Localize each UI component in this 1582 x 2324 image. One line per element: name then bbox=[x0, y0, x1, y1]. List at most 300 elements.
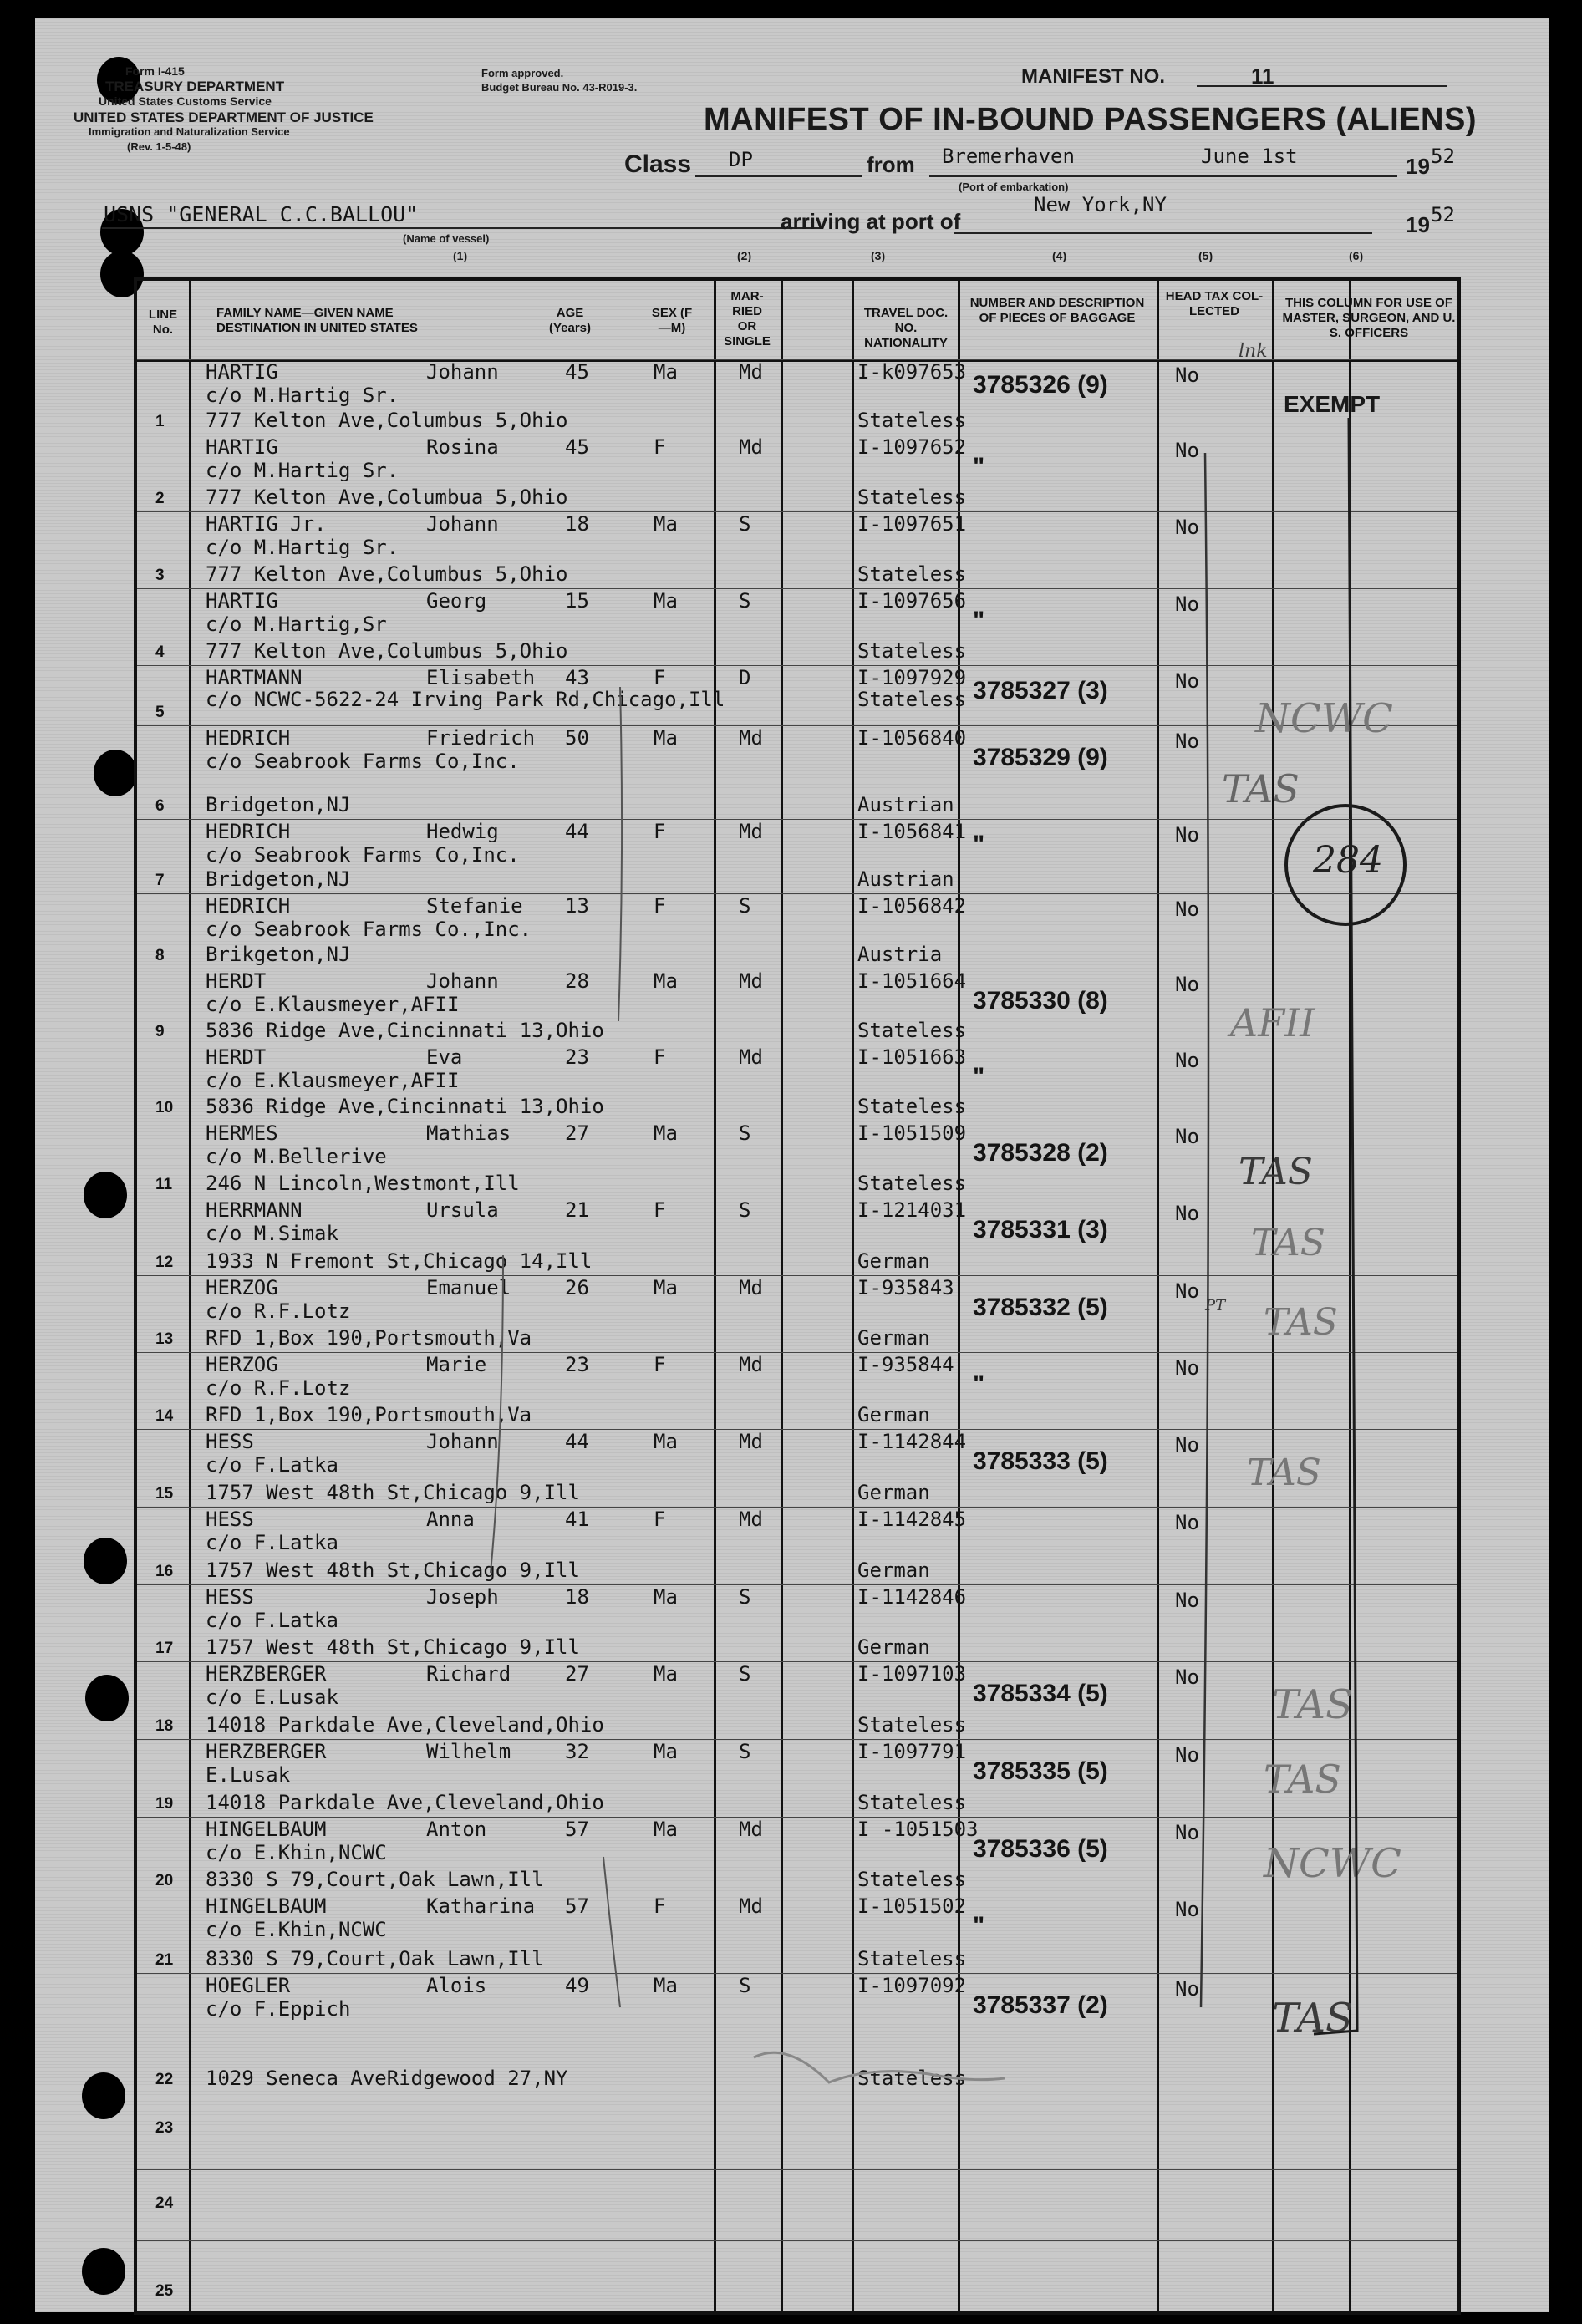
destination-address: 777 Kelton Ave,Columbus 5,Ohio bbox=[206, 409, 568, 432]
family-name: HARTMANN bbox=[206, 666, 303, 689]
baggage-description: " bbox=[973, 1912, 985, 1940]
travel-doc-number: I-935844 bbox=[857, 1353, 954, 1376]
family-name: HERZBERGER bbox=[206, 1662, 327, 1686]
travel-doc-number: I-1214031 bbox=[857, 1198, 967, 1222]
travel-doc-number: I-1097092 bbox=[857, 1974, 967, 1997]
given-name: Wilhelm bbox=[426, 1740, 511, 1763]
given-name: Ursula bbox=[426, 1198, 499, 1222]
sex: F bbox=[654, 1508, 666, 1531]
sex: F bbox=[654, 1353, 666, 1376]
head-tax-collected: No bbox=[1175, 1279, 1199, 1303]
age: 23 bbox=[565, 1045, 589, 1069]
family-name: HOEGLER bbox=[206, 1974, 291, 1997]
marital-status: Md bbox=[739, 1894, 763, 1918]
baggage-description: " bbox=[973, 607, 985, 634]
line-number: 3 bbox=[155, 567, 165, 584]
line-number: 7 bbox=[155, 872, 165, 889]
care-of-address: c/o R.F.Lotz bbox=[206, 1299, 351, 1323]
marital-status: Md bbox=[739, 820, 763, 843]
col-name: FAMILY NAME—GIVEN NAME DESTINATION IN UNITED STATES bbox=[216, 306, 418, 335]
exempt-stamp: EXEMPT bbox=[1284, 391, 1381, 417]
destination-address: 777 Kelton Ave,Columbus 5,Ohio bbox=[206, 639, 568, 663]
vessel-caption: (Name of vessel) bbox=[403, 232, 490, 245]
nationality: German bbox=[857, 1481, 930, 1504]
arriving-label: arriving at port of bbox=[781, 209, 961, 234]
given-name: Marie bbox=[426, 1353, 487, 1376]
age: 57 bbox=[565, 1818, 589, 1841]
port-of-embarkation-caption: (Port of embarkation) bbox=[959, 181, 1069, 193]
care-of-address: c/o Seabrook Farms Co,Inc. bbox=[206, 843, 520, 867]
sex: Ma bbox=[654, 360, 678, 384]
given-name: Hedwig bbox=[426, 820, 499, 843]
head-tax-collected: No bbox=[1175, 1125, 1199, 1148]
care-of-address: c/o R.F.Lotz bbox=[206, 1376, 351, 1400]
destination-address: Bridgeton,NJ bbox=[206, 793, 351, 816]
sex: Ma bbox=[654, 1818, 678, 1841]
nationality: Stateless bbox=[857, 2067, 967, 2090]
from-value: Bremerhaven bbox=[942, 145, 1075, 168]
head-tax-collected: No bbox=[1175, 1977, 1199, 2001]
age: 13 bbox=[565, 894, 589, 918]
sex: Ma bbox=[654, 726, 678, 750]
destination-address: 5836 Ridge Ave,Cincinnati 13,Ohio bbox=[206, 1095, 604, 1118]
annotation-tas: TAS bbox=[1272, 1995, 1353, 2042]
sex: Ma bbox=[654, 1585, 678, 1609]
family-name: HARTIG bbox=[206, 589, 278, 613]
annotation-afii: AFII bbox=[1230, 1000, 1315, 1045]
marital-status: S bbox=[739, 1585, 751, 1609]
travel-doc-number: I-1097103 bbox=[857, 1662, 967, 1686]
family-name: HINGELBAUM bbox=[206, 1818, 327, 1841]
travel-doc-number: I-1142846 bbox=[857, 1585, 967, 1609]
manifest-no-value: 11 bbox=[1251, 64, 1274, 89]
travel-doc-number: I-1097651 bbox=[857, 512, 967, 536]
age: 18 bbox=[565, 512, 589, 536]
baggage-description: 3785337 (2) bbox=[973, 1991, 1108, 2019]
family-name: HINGELBAUM bbox=[206, 1894, 327, 1918]
year-label-1: 19 bbox=[1406, 154, 1430, 179]
annotation-tas: TAS bbox=[1247, 1452, 1321, 1494]
care-of-address: c/o NCWC-5622-24 Irving Park Rd,Chicago,Ill bbox=[206, 688, 725, 711]
head-tax-collected: No bbox=[1175, 1743, 1199, 1767]
line-number: 17 bbox=[155, 1640, 174, 1657]
head-tax-collected: No bbox=[1175, 1202, 1199, 1225]
nationality: Stateless bbox=[857, 562, 967, 586]
line-number: 6 bbox=[155, 797, 165, 815]
line-number: 5 bbox=[155, 704, 165, 721]
line-number: 11 bbox=[155, 1176, 173, 1193]
age: 28 bbox=[565, 969, 589, 993]
sex: Ma bbox=[654, 1276, 678, 1299]
annotation-pt: PT bbox=[1205, 1297, 1226, 1315]
destination-address: RFD 1,Box 190,Portsmouth,Va bbox=[206, 1326, 532, 1350]
baggage-description: 3785332 (5) bbox=[973, 1294, 1108, 1321]
family-name: HERDT bbox=[206, 1045, 267, 1069]
head-tax-collected: No bbox=[1175, 1821, 1199, 1844]
nationality: Stateless bbox=[857, 1095, 967, 1118]
nationality: Stateless bbox=[857, 639, 967, 663]
form-number: Form I-415 bbox=[125, 64, 185, 78]
col-sex: SEX (F—M) bbox=[651, 306, 693, 335]
baggage-description: 3785331 (3) bbox=[973, 1216, 1108, 1243]
nationality: German bbox=[857, 1559, 930, 1582]
col-baggage: NUMBER AND DESCRIPTION OF PIECES OF BAGGAGE bbox=[969, 296, 1145, 325]
nationality: German bbox=[857, 1635, 930, 1659]
head-tax-collected: No bbox=[1175, 1511, 1199, 1534]
head-tax-collected: No bbox=[1175, 364, 1199, 387]
marital-status: Md bbox=[739, 435, 763, 459]
budget-bureau-number: Budget Bureau No. 43-R019-3. bbox=[481, 81, 638, 94]
nationality: Stateless bbox=[857, 1172, 967, 1195]
travel-doc-number: I-1051664 bbox=[857, 969, 967, 993]
arriving-value: New York,NY bbox=[1034, 193, 1167, 216]
column-number: (1) bbox=[453, 249, 468, 262]
age: 27 bbox=[565, 1121, 589, 1145]
care-of-address: c/o F.Eppich bbox=[206, 1997, 351, 2021]
head-tax-collected: No bbox=[1175, 669, 1199, 693]
baggage-description: 3785330 (8) bbox=[973, 987, 1108, 1015]
baggage-description: " bbox=[973, 831, 985, 858]
travel-doc-number: I-1142845 bbox=[857, 1508, 967, 1531]
given-name: Alois bbox=[426, 1974, 487, 1997]
baggage-description: 3785333 (5) bbox=[973, 1447, 1108, 1475]
destination-address: 1757 West 48th St,Chicago 9,Ill bbox=[206, 1559, 580, 1582]
marital-status: Md bbox=[739, 1045, 763, 1069]
age: 45 bbox=[565, 360, 589, 384]
nationality: Stateless bbox=[857, 486, 967, 509]
given-name: Johann bbox=[426, 360, 499, 384]
marital-status: S bbox=[739, 1662, 751, 1686]
travel-doc-number: I-k097653 bbox=[857, 360, 967, 384]
line-number: 20 bbox=[155, 1872, 174, 1889]
travel-doc-number: I-935843 bbox=[857, 1276, 954, 1299]
form-approved: Form approved. bbox=[481, 67, 564, 79]
given-name: Johann bbox=[426, 1430, 499, 1453]
sex: F bbox=[654, 894, 666, 918]
column-number: (6) bbox=[1349, 249, 1364, 262]
given-name: Anton bbox=[426, 1818, 487, 1841]
travel-doc-number: I-1056840 bbox=[857, 726, 967, 750]
family-name: HERZOG bbox=[206, 1276, 278, 1299]
line-number: 12 bbox=[155, 1254, 174, 1271]
age: 32 bbox=[565, 1740, 589, 1763]
travel-doc-number: I-1142844 bbox=[857, 1430, 967, 1453]
year-label-2: 19 bbox=[1406, 212, 1430, 237]
vessel-name: USNS "GENERAL C.C.BALLOU" bbox=[104, 202, 419, 226]
care-of-address: c/o E.Khin,NCWC bbox=[206, 1918, 387, 1941]
treasury-department: TREASURY DEPARTMENT bbox=[105, 79, 285, 94]
destination-address: Bridgeton,NJ bbox=[206, 867, 351, 891]
sex: F bbox=[654, 820, 666, 843]
care-of-address: E.Lusak bbox=[206, 1763, 291, 1787]
col-head-tax: HEAD TAX COL-LECTED bbox=[1165, 289, 1264, 318]
sex: Ma bbox=[654, 1121, 678, 1145]
col-line-no: LINE No. bbox=[148, 308, 178, 337]
marital-status: S bbox=[739, 1740, 751, 1763]
care-of-address: c/o E.Klausmeyer,AFII bbox=[206, 993, 460, 1016]
annotation-tas: TAS bbox=[1264, 1301, 1338, 1344]
sex: Ma bbox=[654, 1740, 678, 1763]
age: 44 bbox=[565, 1430, 589, 1453]
family-name: HESS bbox=[206, 1508, 254, 1531]
nationality: Stateless bbox=[857, 1947, 967, 1971]
family-name: HEDRICH bbox=[206, 726, 291, 750]
destination-address: 1029 Seneca AveRidgewood 27,NY bbox=[206, 2067, 568, 2090]
marital-status: S bbox=[739, 1974, 751, 1997]
head-tax-collected: No bbox=[1175, 1589, 1199, 1612]
line-number: 10 bbox=[155, 1099, 174, 1116]
given-name: Joseph bbox=[426, 1585, 499, 1609]
care-of-address: c/o M.Bellerive bbox=[206, 1145, 387, 1168]
age: 27 bbox=[565, 1662, 589, 1686]
care-of-address: c/o M.Hartig Sr. bbox=[206, 384, 399, 407]
line-number: 25 bbox=[155, 2282, 174, 2300]
column-number: (4) bbox=[1052, 249, 1067, 262]
col-travel-doc: TRAVEL DOC. NO. NATIONALITY bbox=[863, 306, 949, 350]
sex: Ma bbox=[654, 512, 678, 536]
baggage-description: " bbox=[973, 1063, 985, 1091]
annotation-tas: TAS bbox=[1239, 1151, 1313, 1193]
travel-doc-number: I-1097656 bbox=[857, 589, 967, 613]
column-number: (5) bbox=[1198, 249, 1213, 262]
line-number: 18 bbox=[155, 1717, 174, 1735]
destination-address: 5836 Ridge Ave,Cincinnati 13,Ohio bbox=[206, 1019, 604, 1042]
manifest-title: MANIFEST OF IN-BOUND PASSENGERS (ALIENS) bbox=[704, 102, 1477, 137]
family-name: HERZBERGER bbox=[206, 1740, 327, 1763]
nationality: Stateless bbox=[857, 1019, 967, 1042]
line-number: 2 bbox=[155, 490, 165, 507]
customs-service: United States Customs Service bbox=[99, 94, 272, 108]
nationality: German bbox=[857, 1249, 930, 1273]
given-name: Emanuel bbox=[426, 1276, 511, 1299]
family-name: HARTIG bbox=[206, 360, 278, 384]
family-name: HARTIG Jr. bbox=[206, 512, 327, 536]
age: 49 bbox=[565, 1974, 589, 1997]
age: 50 bbox=[565, 726, 589, 750]
head-tax-collected: No bbox=[1175, 1665, 1199, 1689]
marital-status: Md bbox=[739, 1276, 763, 1299]
destination-address: 1757 West 48th St,Chicago 9,Ill bbox=[206, 1635, 580, 1659]
marital-status: Md bbox=[739, 1353, 763, 1376]
marital-status: D bbox=[739, 666, 751, 689]
circled-number: 284 bbox=[1313, 839, 1383, 882]
annotation-tas: TAS bbox=[1272, 1681, 1353, 1728]
given-name: Eva bbox=[426, 1045, 463, 1069]
ink-mark: lnk bbox=[1239, 341, 1268, 362]
marital-status: Md bbox=[739, 1430, 763, 1453]
family-name: HEDRICH bbox=[206, 894, 291, 918]
head-tax-collected: No bbox=[1175, 1898, 1199, 1921]
given-name: Johann bbox=[426, 512, 499, 536]
line-number: 19 bbox=[155, 1795, 174, 1813]
head-tax-collected: No bbox=[1175, 516, 1199, 539]
nationality: Austrian bbox=[857, 793, 954, 816]
destination-address: 8330 S 79,Court,Oak Lawn,Ill bbox=[206, 1947, 544, 1971]
destination-address: 8330 S 79,Court,Oak Lawn,Ill bbox=[206, 1868, 544, 1891]
care-of-address: c/o E.Lusak bbox=[206, 1686, 338, 1709]
care-of-address: c/o E.Klausmeyer,AFII bbox=[206, 1069, 460, 1092]
from-label: from bbox=[867, 152, 915, 177]
sex: Ma bbox=[654, 1430, 678, 1453]
given-name: Friedrich bbox=[426, 726, 536, 750]
line-number: 22 bbox=[155, 2071, 174, 2088]
annotation-tas: TAS bbox=[1222, 766, 1300, 811]
column-number: (3) bbox=[871, 249, 886, 262]
line-number: 23 bbox=[155, 2119, 174, 2137]
family-name: HERDT bbox=[206, 969, 267, 993]
age: 44 bbox=[565, 820, 589, 843]
line-number: 16 bbox=[155, 1563, 174, 1580]
nationality: German bbox=[857, 1326, 930, 1350]
baggage-description: " bbox=[973, 1370, 985, 1398]
marital-status: S bbox=[739, 589, 751, 613]
age: 41 bbox=[565, 1508, 589, 1531]
marital-status: Md bbox=[739, 360, 763, 384]
given-name: Johann bbox=[426, 969, 499, 993]
destination-address: 14018 Parkdale Ave,Cleveland,Ohio bbox=[206, 1791, 604, 1814]
baggage-description: 3785335 (5) bbox=[973, 1757, 1108, 1785]
line-number: 13 bbox=[155, 1330, 174, 1348]
sex: F bbox=[654, 666, 666, 689]
marital-status: Md bbox=[739, 1818, 763, 1841]
line-number: 14 bbox=[155, 1407, 174, 1425]
care-of-address: c/o M.Hartig Sr. bbox=[206, 459, 399, 482]
care-of-address: c/o F.Latka bbox=[206, 1609, 338, 1632]
column-number: (2) bbox=[737, 249, 752, 262]
year-value-1: 52 bbox=[1431, 145, 1455, 168]
baggage-description: 3785326 (9) bbox=[973, 371, 1108, 399]
nationality: Stateless bbox=[857, 409, 967, 432]
marital-status: S bbox=[739, 1198, 751, 1222]
sex: Ma bbox=[654, 1974, 678, 1997]
care-of-address: c/o M.Hartig Sr. bbox=[206, 536, 399, 559]
head-tax-collected: No bbox=[1175, 439, 1199, 462]
year-value-2: 52 bbox=[1431, 203, 1455, 226]
travel-doc-number: I -1051503 bbox=[857, 1818, 979, 1841]
marital-status: S bbox=[739, 1121, 751, 1145]
annotation-ncwc: NCWC bbox=[1264, 1840, 1401, 1887]
given-name: Mathias bbox=[426, 1121, 511, 1145]
sex: F bbox=[654, 435, 666, 459]
family-name: HERRMANN bbox=[206, 1198, 303, 1222]
annotation-ncwc: NCWC bbox=[1255, 695, 1393, 742]
travel-doc-number: I-1097929 bbox=[857, 666, 967, 689]
sex: F bbox=[654, 1198, 666, 1222]
line-number: 4 bbox=[155, 643, 165, 661]
care-of-address: c/o F.Latka bbox=[206, 1531, 338, 1554]
family-name: HESS bbox=[206, 1430, 254, 1453]
line-number: 21 bbox=[155, 1951, 174, 1969]
line-number: 15 bbox=[155, 1485, 174, 1503]
destination-address: 777 Kelton Ave,Columbua 5,Ohio bbox=[206, 486, 568, 509]
nationality: Austrian bbox=[857, 867, 954, 891]
embark-date: June 1st bbox=[1201, 145, 1298, 168]
manifest-page bbox=[35, 18, 1549, 2312]
immigration-service: Immigration and Naturalization Service bbox=[89, 125, 290, 138]
col-officers: THIS COLUMN FOR USE OF MASTER, SURGEON, AND U. S. OFFICERS bbox=[1282, 296, 1456, 340]
sex: Ma bbox=[654, 589, 678, 613]
sex: Ma bbox=[654, 1662, 678, 1686]
line-number: 8 bbox=[155, 947, 165, 964]
given-name: Anna bbox=[426, 1508, 475, 1531]
head-tax-collected: No bbox=[1175, 1049, 1199, 1072]
travel-doc-number: I-1051502 bbox=[857, 1894, 967, 1918]
age: 57 bbox=[565, 1894, 589, 1918]
age: 15 bbox=[565, 589, 589, 613]
travel-doc-number: I-1051663 bbox=[857, 1045, 967, 1069]
care-of-address: c/o M.Simak bbox=[206, 1222, 338, 1245]
care-of-address: c/o Seabrook Farms Co.,Inc. bbox=[206, 918, 532, 941]
annotation-tas: TAS bbox=[1251, 1222, 1325, 1264]
family-name: HERZOG bbox=[206, 1353, 278, 1376]
nationality: Stateless bbox=[857, 1713, 967, 1737]
line-number: 1 bbox=[155, 413, 165, 430]
destination-address: 246 N Lincoln,Westmont,Ill bbox=[206, 1172, 520, 1195]
baggage-description: 3785336 (5) bbox=[973, 1835, 1108, 1863]
age: 18 bbox=[565, 1585, 589, 1609]
destination-address: Brikgeton,NJ bbox=[206, 943, 351, 966]
baggage-description: 3785334 (5) bbox=[973, 1680, 1108, 1707]
manifest-no-label: MANIFEST NO. bbox=[1021, 65, 1165, 88]
handwritten-marks bbox=[35, 18, 1549, 2312]
head-tax-collected: No bbox=[1175, 592, 1199, 616]
col-age: AGE (Years) bbox=[548, 306, 592, 335]
head-tax-collected: No bbox=[1175, 1433, 1199, 1457]
family-name: HARTIG bbox=[206, 435, 278, 459]
family-name: HERMES bbox=[206, 1121, 278, 1145]
given-name: Katharina bbox=[426, 1894, 536, 1918]
class-value: DP bbox=[729, 148, 753, 171]
age: 23 bbox=[565, 1353, 589, 1376]
given-name: Stefanie bbox=[426, 894, 523, 918]
department-of-justice: UNITED STATES DEPARTMENT OF JUSTICE bbox=[74, 109, 374, 125]
head-tax-collected: No bbox=[1175, 730, 1199, 753]
line-number: 9 bbox=[155, 1023, 165, 1040]
age: 26 bbox=[565, 1276, 589, 1299]
family-name: HEDRICH bbox=[206, 820, 291, 843]
annotation-tas: TAS bbox=[1264, 1757, 1341, 1802]
travel-doc-number: I-1056841 bbox=[857, 820, 967, 843]
travel-doc-number: I-1097652 bbox=[857, 435, 967, 459]
age: 21 bbox=[565, 1198, 589, 1222]
head-tax-collected: No bbox=[1175, 973, 1199, 996]
baggage-description: 3785327 (3) bbox=[973, 677, 1108, 704]
marital-status: Md bbox=[739, 969, 763, 993]
destination-address: 14018 Parkdale Ave,Cleveland,Ohio bbox=[206, 1713, 604, 1737]
line-number: 24 bbox=[155, 2194, 174, 2212]
marital-status: S bbox=[739, 512, 751, 536]
given-name: Georg bbox=[426, 589, 487, 613]
care-of-address: c/o Seabrook Farms Co,Inc. bbox=[206, 750, 520, 773]
head-tax-collected: No bbox=[1175, 1356, 1199, 1380]
marital-status: Md bbox=[739, 726, 763, 750]
nationality: Austria bbox=[857, 943, 943, 966]
travel-doc-number: I-1097791 bbox=[857, 1740, 967, 1763]
given-name: Rosina bbox=[426, 435, 499, 459]
marital-status: S bbox=[739, 894, 751, 918]
nationality: Stateless bbox=[857, 1791, 967, 1814]
travel-doc-number: I-1051509 bbox=[857, 1121, 967, 1145]
baggage-description: 3785328 (2) bbox=[973, 1139, 1108, 1167]
revision-date: (Rev. 1-5-48) bbox=[127, 140, 191, 153]
care-of-address: c/o F.Latka bbox=[206, 1453, 338, 1477]
family-name: HESS bbox=[206, 1585, 254, 1609]
age: 45 bbox=[565, 435, 589, 459]
col-married: MAR-RIED OR SINGLE bbox=[724, 289, 771, 348]
baggage-description: " bbox=[973, 453, 985, 481]
given-name: Richard bbox=[426, 1662, 511, 1686]
class-label: Class bbox=[624, 150, 692, 178]
